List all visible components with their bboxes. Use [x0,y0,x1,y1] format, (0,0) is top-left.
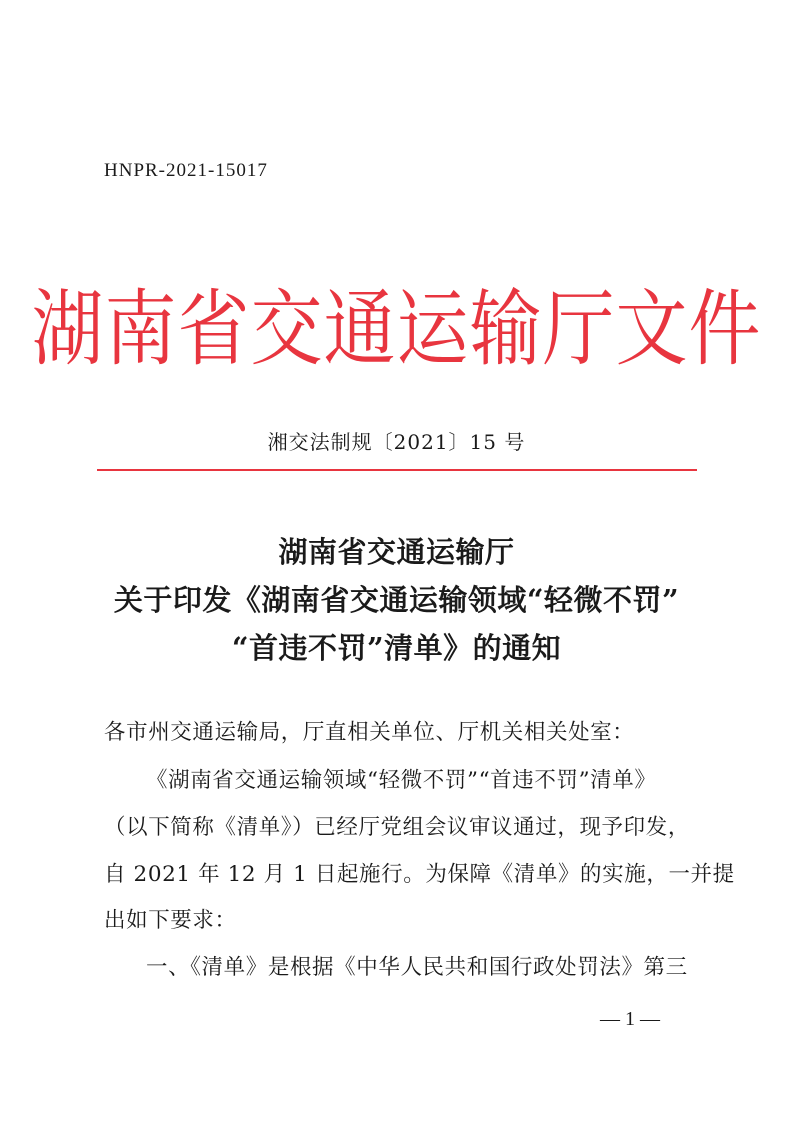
document-number: 湘交法制规〔2021〕15 号 [267,430,526,454]
red-separator-rule [97,469,697,471]
body-line: 出如下要求： [104,908,237,933]
page-number: — 1 — [600,1008,660,1030]
notice-title-line-3: “首违不罚”清单》的通知 [231,631,562,665]
masthead-title: 湖南省交通运输厅文件 [31,280,762,377]
notice-title-line-2: 关于印发《湖南省交通运输领域“轻微不罚” [113,583,680,617]
salutation: 各市州交通运输局，厅直相关单位、厅机关相关处室： [104,720,635,745]
body-line: 《湖南省交通运输领域“轻微不罚”“首违不罚”清单》 [146,768,657,793]
body-line: 自 2021 年 12 月 1 日起施行。为保障《清单》的实施，一并提 [104,862,735,887]
document-code: HNPR-2021-15017 [104,160,268,181]
body-line: （以下简称《清单》）已经厅党组会议审议通过，现予印发， [104,815,690,840]
notice-title-line-1: 湖南省交通运输厅 [278,535,515,569]
body-line: 一、《清单》是根据《中华人民共和国行政处罚法》第三 [146,955,688,980]
